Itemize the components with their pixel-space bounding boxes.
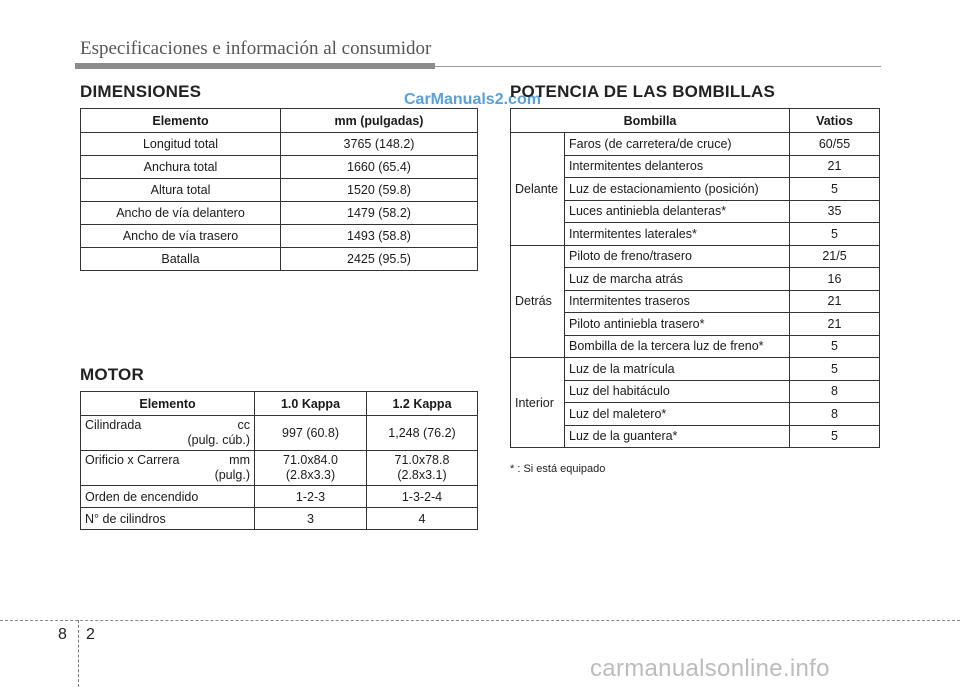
table-cell: 1520 (59.8) <box>281 179 478 202</box>
table-cell: 5 <box>790 223 880 246</box>
table-cell: 3 <box>255 508 367 530</box>
table-cell <box>81 451 255 486</box>
table-row <box>81 156 478 179</box>
table-cell: Bombilla de la tercera luz de freno* <box>565 335 790 358</box>
table-cell: Altura total <box>81 179 281 202</box>
table-header-row <box>81 392 478 416</box>
table-cell: 1-2-3 <box>255 486 367 508</box>
table-cell: 997 (60.8) <box>255 416 367 451</box>
table-cell: 4 <box>367 508 478 530</box>
table-header-row <box>81 109 478 133</box>
table-cell: Orden de encendido <box>81 486 255 508</box>
header-rule <box>435 66 881 67</box>
table-cell: Longitud total <box>81 133 281 156</box>
column-header: mm (pulgadas) <box>281 109 478 133</box>
table-cell <box>255 451 367 486</box>
table-row <box>511 155 880 178</box>
table-row <box>81 202 478 225</box>
value-line: 71.0x78.8 <box>394 453 450 467</box>
value-line: (2.8x3.3) <box>285 468 336 482</box>
watermark-bottom[interactable]: carmanualsonline.info <box>590 655 830 682</box>
table-header-row <box>511 109 880 133</box>
table-cell: Luz de marcha atrás <box>565 268 790 291</box>
table-cell <box>367 451 478 486</box>
table-row <box>81 179 478 202</box>
table-cell: Luz del maletero* <box>565 403 790 426</box>
table-row <box>511 268 880 291</box>
column-header: Bombilla <box>511 109 790 133</box>
table-cell: Luz del habitáculo <box>565 380 790 403</box>
table-cell: 5 <box>790 425 880 448</box>
table-row <box>511 335 880 358</box>
table-cell: 21/5 <box>790 245 880 268</box>
value-line: (2.8x3.1) <box>397 468 447 482</box>
footer-divider <box>78 620 79 687</box>
row-label: Orificio x Carrera <box>85 453 180 467</box>
table-cell: Luz de la matrícula <box>565 358 790 381</box>
unit-label: (pulg. cúb.) <box>187 433 250 447</box>
table-cell: 3765 (148.2) <box>281 133 478 156</box>
table-cell: 8 <box>790 403 880 426</box>
table-cell: Batalla <box>81 248 281 271</box>
unit-label: cc <box>237 418 250 432</box>
table-cell: Luces antiniebla delanteras* <box>565 200 790 223</box>
table-row <box>511 425 880 448</box>
unit-label: mm <box>229 453 250 467</box>
table-cell: Anchura total <box>81 156 281 179</box>
row-label: Cilindrada <box>85 418 142 432</box>
group-label: Detrás <box>511 245 565 358</box>
table-row <box>81 451 478 486</box>
dimensiones-table <box>80 108 478 271</box>
table-row <box>511 403 880 426</box>
table-cell: 5 <box>790 178 880 201</box>
table-row <box>511 223 880 246</box>
table-cell: 21 <box>790 290 880 313</box>
table-row <box>511 380 880 403</box>
table-row <box>511 245 880 268</box>
page-number: 2 <box>86 626 95 643</box>
table-cell: 2425 (95.5) <box>281 248 478 271</box>
table-row <box>511 358 880 381</box>
table-cell: 1,248 (76.2) <box>367 416 478 451</box>
section-title-dimensiones: DIMENSIONES <box>80 82 202 101</box>
table-row <box>81 248 478 271</box>
table-cell: 8 <box>790 380 880 403</box>
table-row <box>511 313 880 336</box>
table-row <box>81 133 478 156</box>
table-cell: Luz de la guantera* <box>565 425 790 448</box>
motor-table <box>80 391 478 530</box>
table-cell: Intermitentes delanteros <box>565 155 790 178</box>
table-cell: Piloto de freno/trasero <box>565 245 790 268</box>
bombillas-table <box>510 108 880 448</box>
table-cell: Intermitentes laterales* <box>565 223 790 246</box>
table-cell: N° de cilindros <box>81 508 255 530</box>
table-cell: Piloto antiniebla trasero* <box>565 313 790 336</box>
table-cell: Faros (de carretera/de cruce) <box>565 133 790 156</box>
table-cell: 1-3-2-4 <box>367 486 478 508</box>
column-header: Vatios <box>790 109 880 133</box>
table-cell: 35 <box>790 200 880 223</box>
column-header: 1.0 Kappa <box>255 392 367 416</box>
unit-label: (pulg.) <box>214 468 250 482</box>
table-cell: Ancho de vía trasero <box>81 225 281 248</box>
table-row <box>81 486 478 508</box>
column-header: 1.2 Kappa <box>367 392 478 416</box>
page-header-title: Especificaciones e información al consumidor <box>80 38 432 59</box>
table-cell: 1493 (58.8) <box>281 225 478 248</box>
table-cell: Intermitentes traseros <box>565 290 790 313</box>
group-label: Delante <box>511 133 565 246</box>
header-bar <box>75 63 435 69</box>
table-row <box>511 178 880 201</box>
table-row <box>511 200 880 223</box>
table-cell: 60/55 <box>790 133 880 156</box>
table-cell: 21 <box>790 155 880 178</box>
table-row <box>511 133 880 156</box>
column-header: Elemento <box>81 392 255 416</box>
footnote: * : Si está equipado <box>510 463 606 475</box>
table-row <box>511 290 880 313</box>
table-cell: Luz de estacionamiento (posición) <box>565 178 790 201</box>
table-cell: 1479 (58.2) <box>281 202 478 225</box>
table-cell: 5 <box>790 335 880 358</box>
value-line: 71.0x84.0 <box>283 453 338 467</box>
watermark-top[interactable]: CarManuals2.com <box>404 91 541 108</box>
column-header: Elemento <box>81 109 281 133</box>
table-cell <box>81 416 255 451</box>
table-cell: 1660 (65.4) <box>281 156 478 179</box>
footer-rule <box>0 620 960 621</box>
chapter-number: 8 <box>58 626 67 643</box>
section-title-motor: MOTOR <box>80 365 144 384</box>
table-row <box>81 225 478 248</box>
section-title-bombillas: POTENCIA DE LAS BOMBILLAS <box>510 82 776 101</box>
group-label: Interior <box>511 358 565 448</box>
table-cell: Ancho de vía delantero <box>81 202 281 225</box>
table-row <box>81 508 478 530</box>
table-row <box>81 416 478 451</box>
table-cell: 21 <box>790 313 880 336</box>
table-cell: 16 <box>790 268 880 291</box>
table-cell: 5 <box>790 358 880 381</box>
